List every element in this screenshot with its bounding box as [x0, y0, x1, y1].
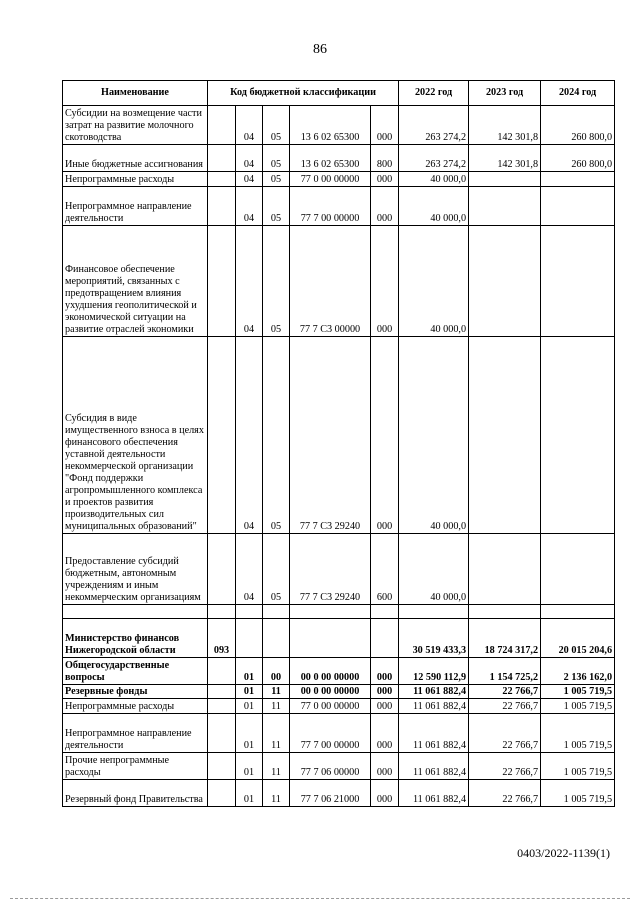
cell-name: Непрограммное направление деятельности	[63, 187, 208, 226]
table-row	[63, 699, 615, 714]
cell-target-article: 00 0 00 00000	[290, 685, 371, 699]
cell-name: Резервный фонд Правительства	[63, 780, 208, 807]
cell-grbs	[208, 187, 236, 226]
cell-section: 01	[236, 685, 263, 699]
cell-subsection: 11	[263, 753, 290, 780]
cell-2022: 263 274,2	[399, 145, 469, 172]
cell-expense-type: 000	[371, 780, 399, 807]
cell-2024	[541, 187, 615, 226]
cell-grbs	[208, 753, 236, 780]
cell-2023: 142 301,8	[469, 106, 541, 145]
cell-2024: 2 136 162,0	[541, 658, 615, 685]
cell-section: 04	[236, 226, 263, 337]
cell-2024: 1 005 719,5	[541, 714, 615, 753]
cell-name: Предоставление субсидий бюджетным, автономным учреждениям и иным некоммерческим организациям	[63, 534, 208, 605]
cell-2022: 11 061 882,4	[399, 780, 469, 807]
cell-subsection: 05	[263, 337, 290, 534]
empty-cell	[290, 605, 371, 619]
cell-2024: 1 005 719,5	[541, 753, 615, 780]
cell-subsection: 11	[263, 685, 290, 699]
cell-expense-type: 000	[371, 172, 399, 187]
cell-name: Иные бюджетные ассигнования	[63, 145, 208, 172]
page-number: 86	[313, 42, 327, 57]
cell-target-article	[290, 619, 371, 658]
table-row	[63, 714, 615, 753]
spacer-row	[63, 605, 615, 619]
cell-section: 01	[236, 780, 263, 807]
table-row	[63, 337, 615, 534]
cell-2022: 40 000,0	[399, 226, 469, 337]
cell-grbs	[208, 106, 236, 145]
cell-2023: 22 766,7	[469, 714, 541, 753]
cell-expense-type: 000	[371, 685, 399, 699]
cell-target-article: 77 7 06 21000	[290, 780, 371, 807]
cell-target-article: 77 7 С3 29240	[290, 337, 371, 534]
cell-name: Непрограммное направление деятельности	[63, 714, 208, 753]
cell-2023: 1 154 725,2	[469, 658, 541, 685]
cell-subsection: 05	[263, 187, 290, 226]
cell-expense-type: 000	[371, 753, 399, 780]
cell-section: 01	[236, 699, 263, 714]
cell-section: 01	[236, 753, 263, 780]
cell-target-article: 77 7 00 00000	[290, 714, 371, 753]
cell-expense-type: 000	[371, 658, 399, 685]
cell-expense-type: 000	[371, 226, 399, 337]
cell-grbs	[208, 658, 236, 685]
cell-target-article: 77 7 00 00000	[290, 187, 371, 226]
cell-2024: 1 005 719,5	[541, 685, 615, 699]
cell-2022: 40 000,0	[399, 187, 469, 226]
cell-grbs	[208, 534, 236, 605]
empty-cell	[371, 605, 399, 619]
cell-subsection: 05	[263, 172, 290, 187]
table-header-row	[63, 81, 615, 106]
header-code: Код бюджетной классификации	[208, 81, 399, 106]
cell-2023	[469, 187, 541, 226]
empty-cell	[541, 605, 615, 619]
table-row	[63, 226, 615, 337]
table-row	[63, 685, 615, 699]
cell-2022: 30 519 433,3	[399, 619, 469, 658]
cell-2022: 11 061 882,4	[399, 714, 469, 753]
cell-target-article: 13 6 02 65300	[290, 106, 371, 145]
cell-name: Непрограммные расходы	[63, 699, 208, 714]
cell-grbs	[208, 714, 236, 753]
cell-expense-type: 000	[371, 337, 399, 534]
header-name: Наименование	[63, 81, 208, 106]
cell-2024	[541, 226, 615, 337]
cell-name: Финансовое обеспечение мероприятий, связанных с предотвращением влияния ухудшения геополитической и экономической ситуации на развитие отраслей экономики	[63, 226, 208, 337]
cell-section: 01	[236, 658, 263, 685]
cell-2022: 40 000,0	[399, 337, 469, 534]
cell-expense-type: 800	[371, 145, 399, 172]
cell-grbs	[208, 172, 236, 187]
cell-subsection: 11	[263, 780, 290, 807]
cell-2023: 22 766,7	[469, 685, 541, 699]
table-row	[63, 145, 615, 172]
empty-cell	[63, 605, 208, 619]
cell-expense-type	[371, 619, 399, 658]
cell-2022: 12 590 112,9	[399, 658, 469, 685]
cell-section: 01	[236, 714, 263, 753]
cell-2023: 22 766,7	[469, 699, 541, 714]
cell-grbs: 093	[208, 619, 236, 658]
cell-2024: 260 800,0	[541, 106, 615, 145]
cell-2024: 1 005 719,5	[541, 780, 615, 807]
table-row	[63, 658, 615, 685]
cell-2024	[541, 534, 615, 605]
cell-target-article: 77 7 С3 00000	[290, 226, 371, 337]
cell-target-article: 77 7 С3 29240	[290, 534, 371, 605]
cell-name: Общегосударственные вопросы	[63, 658, 208, 685]
cell-subsection: 11	[263, 714, 290, 753]
cell-subsection: 00	[263, 658, 290, 685]
cell-name: Прочие непрограммные расходы	[63, 753, 208, 780]
cell-expense-type: 000	[371, 106, 399, 145]
cell-section	[236, 619, 263, 658]
cell-target-article: 77 0 00 00000	[290, 699, 371, 714]
cell-2022: 11 061 882,4	[399, 753, 469, 780]
cell-2024: 260 800,0	[541, 145, 615, 172]
cell-subsection: 05	[263, 106, 290, 145]
cell-section: 04	[236, 145, 263, 172]
cell-subsection: 11	[263, 699, 290, 714]
cell-2022: 263 274,2	[399, 106, 469, 145]
cell-2022: 40 000,0	[399, 172, 469, 187]
table-row	[63, 106, 615, 145]
cell-target-article: 13 6 02 65300	[290, 145, 371, 172]
empty-cell	[208, 605, 236, 619]
cell-section: 04	[236, 337, 263, 534]
cell-section: 04	[236, 534, 263, 605]
header-2022: 2022 год	[399, 81, 469, 106]
empty-cell	[469, 605, 541, 619]
cell-target-article: 77 0 00 00000	[290, 172, 371, 187]
empty-cell	[399, 605, 469, 619]
cell-2023: 22 766,7	[469, 780, 541, 807]
table-row	[63, 619, 615, 658]
header-2024: 2024 год	[541, 81, 615, 106]
table-row	[63, 753, 615, 780]
cell-2023	[469, 534, 541, 605]
cell-expense-type: 000	[371, 187, 399, 226]
cell-2022: 40 000,0	[399, 534, 469, 605]
cell-grbs	[208, 145, 236, 172]
budget-table	[62, 80, 615, 807]
cell-subsection: 05	[263, 534, 290, 605]
cell-grbs	[208, 337, 236, 534]
cell-section: 04	[236, 172, 263, 187]
cell-grbs	[208, 699, 236, 714]
header-2023: 2023 год	[469, 81, 541, 106]
cell-2023: 18 724 317,2	[469, 619, 541, 658]
cell-target-article: 77 7 06 00000	[290, 753, 371, 780]
cell-2024: 1 005 719,5	[541, 699, 615, 714]
bottom-scan-rule	[10, 898, 630, 899]
cell-target-article: 00 0 00 00000	[290, 658, 371, 685]
cell-2023	[469, 226, 541, 337]
cell-name: Субсидии на возмещение части затрат на развитие молочного скотоводства	[63, 106, 208, 145]
table-body	[63, 106, 615, 807]
cell-2024: 20 015 204,6	[541, 619, 615, 658]
table-row	[63, 187, 615, 226]
cell-subsection: 05	[263, 145, 290, 172]
cell-section: 04	[236, 106, 263, 145]
cell-2024	[541, 337, 615, 534]
cell-2023	[469, 172, 541, 187]
cell-name: Резервные фонды	[63, 685, 208, 699]
table-row	[63, 534, 615, 605]
cell-expense-type: 000	[371, 714, 399, 753]
cell-section: 04	[236, 187, 263, 226]
cell-name: Непрограммные расходы	[63, 172, 208, 187]
cell-2022: 11 061 882,4	[399, 699, 469, 714]
cell-subsection: 05	[263, 226, 290, 337]
cell-grbs	[208, 685, 236, 699]
cell-subsection	[263, 619, 290, 658]
cell-grbs	[208, 780, 236, 807]
cell-2023	[469, 337, 541, 534]
cell-name: Министерство финансов Нижегородской области	[63, 619, 208, 658]
cell-expense-type: 600	[371, 534, 399, 605]
cell-2023: 142 301,8	[469, 145, 541, 172]
cell-2022: 11 061 882,4	[399, 685, 469, 699]
cell-name: Субсидия в виде имущественного взноса в целях финансового обеспечения уставной деятельности некоммерческой организации "Фонд поддержки агропромышленного комплекса и проектов развития производительных сил муниципальных образований"	[63, 337, 208, 534]
cell-2024	[541, 172, 615, 187]
table-row	[63, 780, 615, 807]
document-code: 0403/2022-1139(1)	[517, 846, 610, 860]
cell-expense-type: 000	[371, 699, 399, 714]
cell-2023: 22 766,7	[469, 753, 541, 780]
empty-cell	[236, 605, 263, 619]
cell-grbs	[208, 226, 236, 337]
table-row	[63, 172, 615, 187]
empty-cell	[263, 605, 290, 619]
